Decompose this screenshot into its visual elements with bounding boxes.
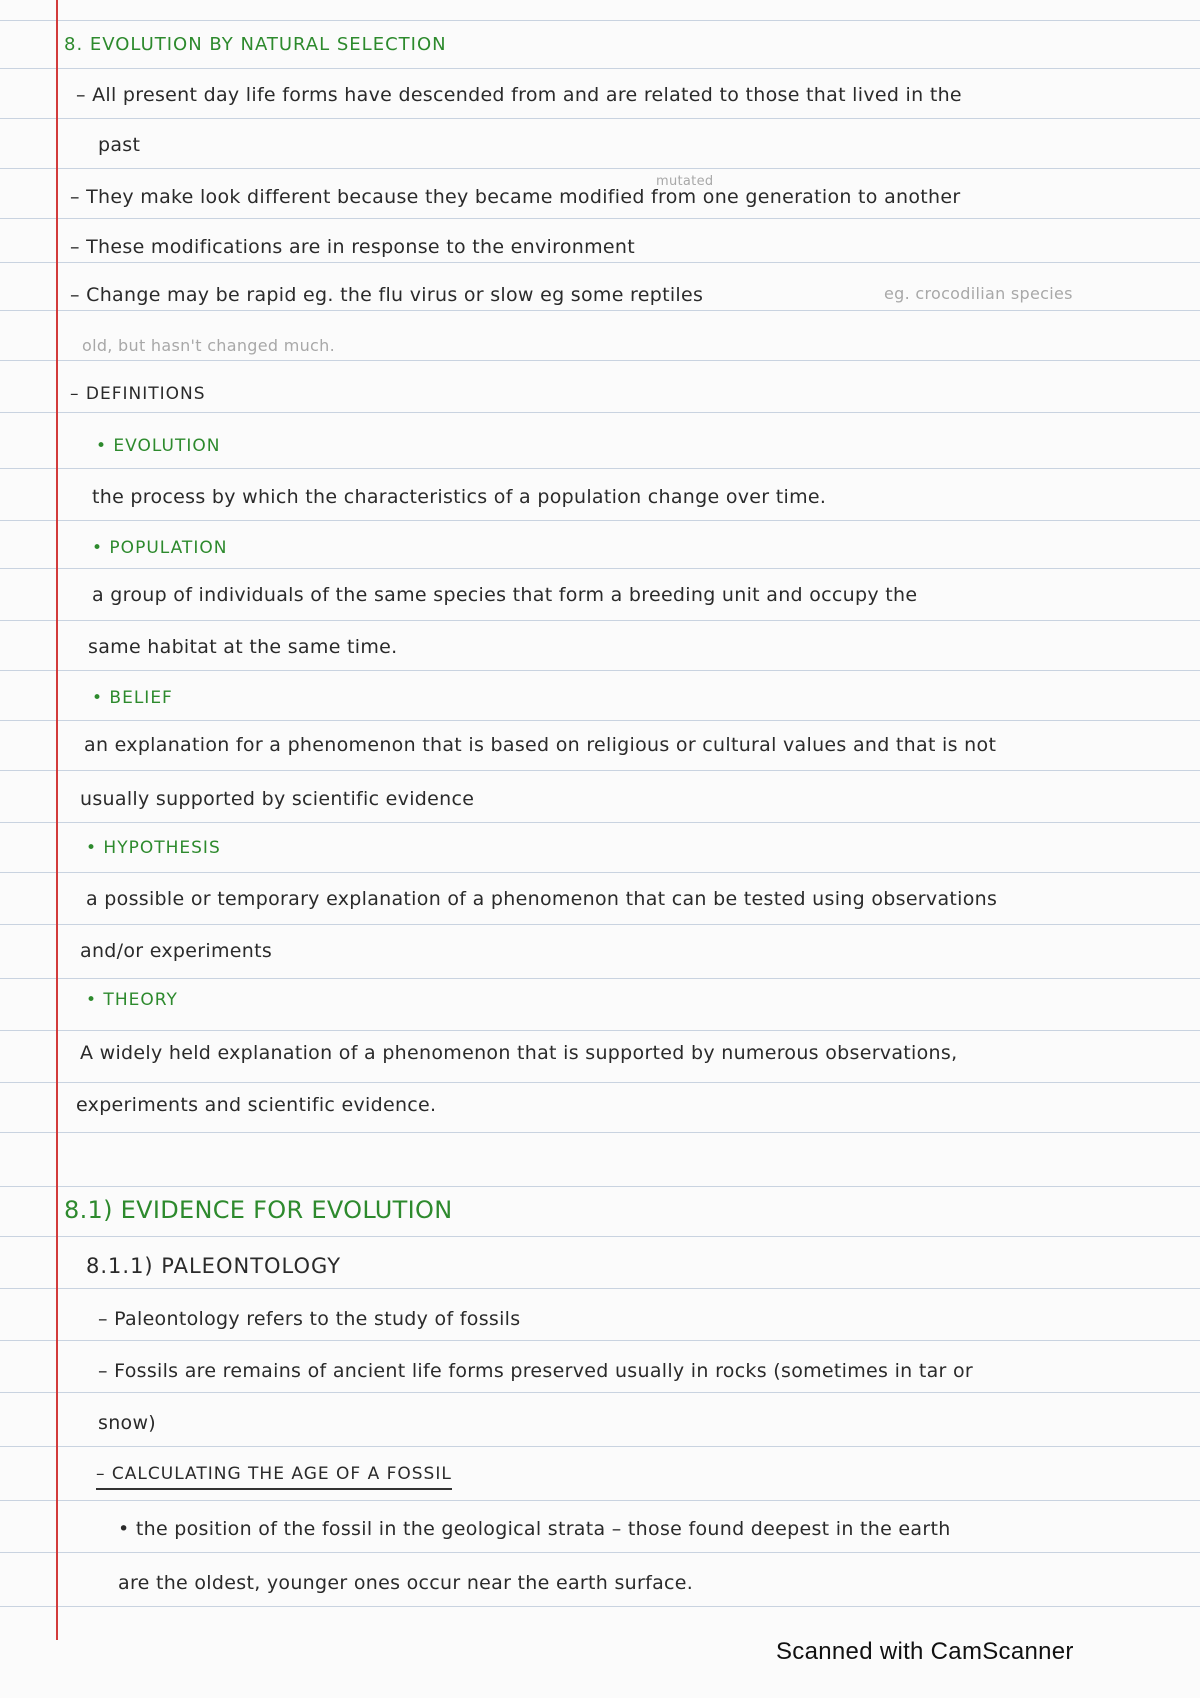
term-evolution: • EVOLUTION — [96, 436, 221, 456]
rule-line — [0, 568, 1200, 569]
definition-text: a group of individuals of the same species that form a breeding unit and occupy the — [92, 584, 918, 606]
pencil-annotation: mutated — [656, 174, 714, 189]
bullet-line: – All present day life forms have descended from and are related to those that lived in the — [76, 84, 962, 106]
definition-text: and/or experiments — [80, 940, 273, 962]
paleo-line: snow) — [98, 1412, 157, 1434]
paleo-line: – Fossils are remains of ancient life forms preserved usually in rocks (sometimes in tar or — [98, 1360, 974, 1382]
rule-line — [0, 1340, 1200, 1341]
rule-line — [0, 1186, 1200, 1187]
calc-age-heading: – CALCULATING THE AGE OF A FOSSIL — [96, 1464, 452, 1490]
rule-line — [0, 1236, 1200, 1237]
rule-line — [0, 1082, 1200, 1083]
term-population: • POPULATION — [92, 538, 228, 558]
rule-line — [0, 218, 1200, 219]
rule-line — [0, 262, 1200, 263]
red-margin-line — [56, 0, 58, 1640]
rule-line — [0, 520, 1200, 521]
section2-heading: 8.1) EVIDENCE FOR EVOLUTION — [64, 1196, 453, 1224]
rule-line — [0, 1500, 1200, 1501]
bullet-line: – They make look different because they became modified from one generation to another — [70, 186, 961, 208]
rule-line — [0, 168, 1200, 169]
definition-text: the process by which the characteristics of a population change over time. — [92, 486, 827, 508]
rule-line — [0, 720, 1200, 721]
definition-text: A widely held explanation of a phenomenon that is supported by numerous observations, — [80, 1042, 958, 1064]
section-heading: 8. EVOLUTION BY NATURAL SELECTION — [64, 34, 447, 55]
rule-line — [0, 670, 1200, 671]
paleo-line: are the oldest, younger ones occur near the earth surface. — [118, 1572, 694, 1594]
rule-line — [0, 620, 1200, 621]
definition-text: an explanation for a phenomenon that is based on religious or cultural values and that is not — [84, 734, 997, 756]
rule-line — [0, 872, 1200, 873]
term-belief: • BELIEF — [92, 688, 173, 708]
rule-line — [0, 1552, 1200, 1553]
definitions-heading: – DEFINITIONS — [70, 384, 206, 404]
bullet-line: – These modifications are in response to the environment — [70, 236, 635, 258]
pencil-annotation: old, but hasn't changed much. — [82, 336, 335, 355]
pencil-annotation: eg. crocodilian species — [884, 284, 1073, 303]
rule-line — [0, 770, 1200, 771]
rule-line — [0, 20, 1200, 21]
bullet-line: past — [98, 134, 141, 156]
term-theory: • THEORY — [86, 990, 178, 1010]
rule-line — [0, 1030, 1200, 1031]
rule-line — [0, 1392, 1200, 1393]
rule-line — [0, 468, 1200, 469]
definition-text: a possible or temporary explanation of a phenomenon that can be tested using observations — [86, 888, 998, 910]
rule-line — [0, 1606, 1200, 1607]
rule-line — [0, 412, 1200, 413]
paleo-line: • the position of the fossil in the geological strata – those found deepest in the earth — [118, 1518, 951, 1540]
rule-line — [0, 118, 1200, 119]
rule-line — [0, 310, 1200, 311]
camscanner-watermark: Scanned with CamScanner — [776, 1638, 1074, 1665]
definition-text: experiments and scientific evidence. — [76, 1094, 437, 1116]
rule-line — [0, 924, 1200, 925]
definition-text: same habitat at the same time. — [88, 636, 398, 658]
term-hypothesis: • HYPOTHESIS — [86, 838, 221, 858]
rule-line — [0, 68, 1200, 69]
rule-line — [0, 360, 1200, 361]
definition-text: usually supported by scientific evidence — [80, 788, 475, 810]
rule-line — [0, 1446, 1200, 1447]
rule-line — [0, 822, 1200, 823]
rule-line — [0, 978, 1200, 979]
subsection-heading: 8.1.1) PALEONTOLOGY — [86, 1254, 342, 1278]
rule-line — [0, 1132, 1200, 1133]
paleo-line: – Paleontology refers to the study of fossils — [98, 1308, 521, 1330]
bullet-line: – Change may be rapid eg. the flu virus or slow eg some reptiles — [70, 284, 704, 306]
rule-line — [0, 1288, 1200, 1289]
